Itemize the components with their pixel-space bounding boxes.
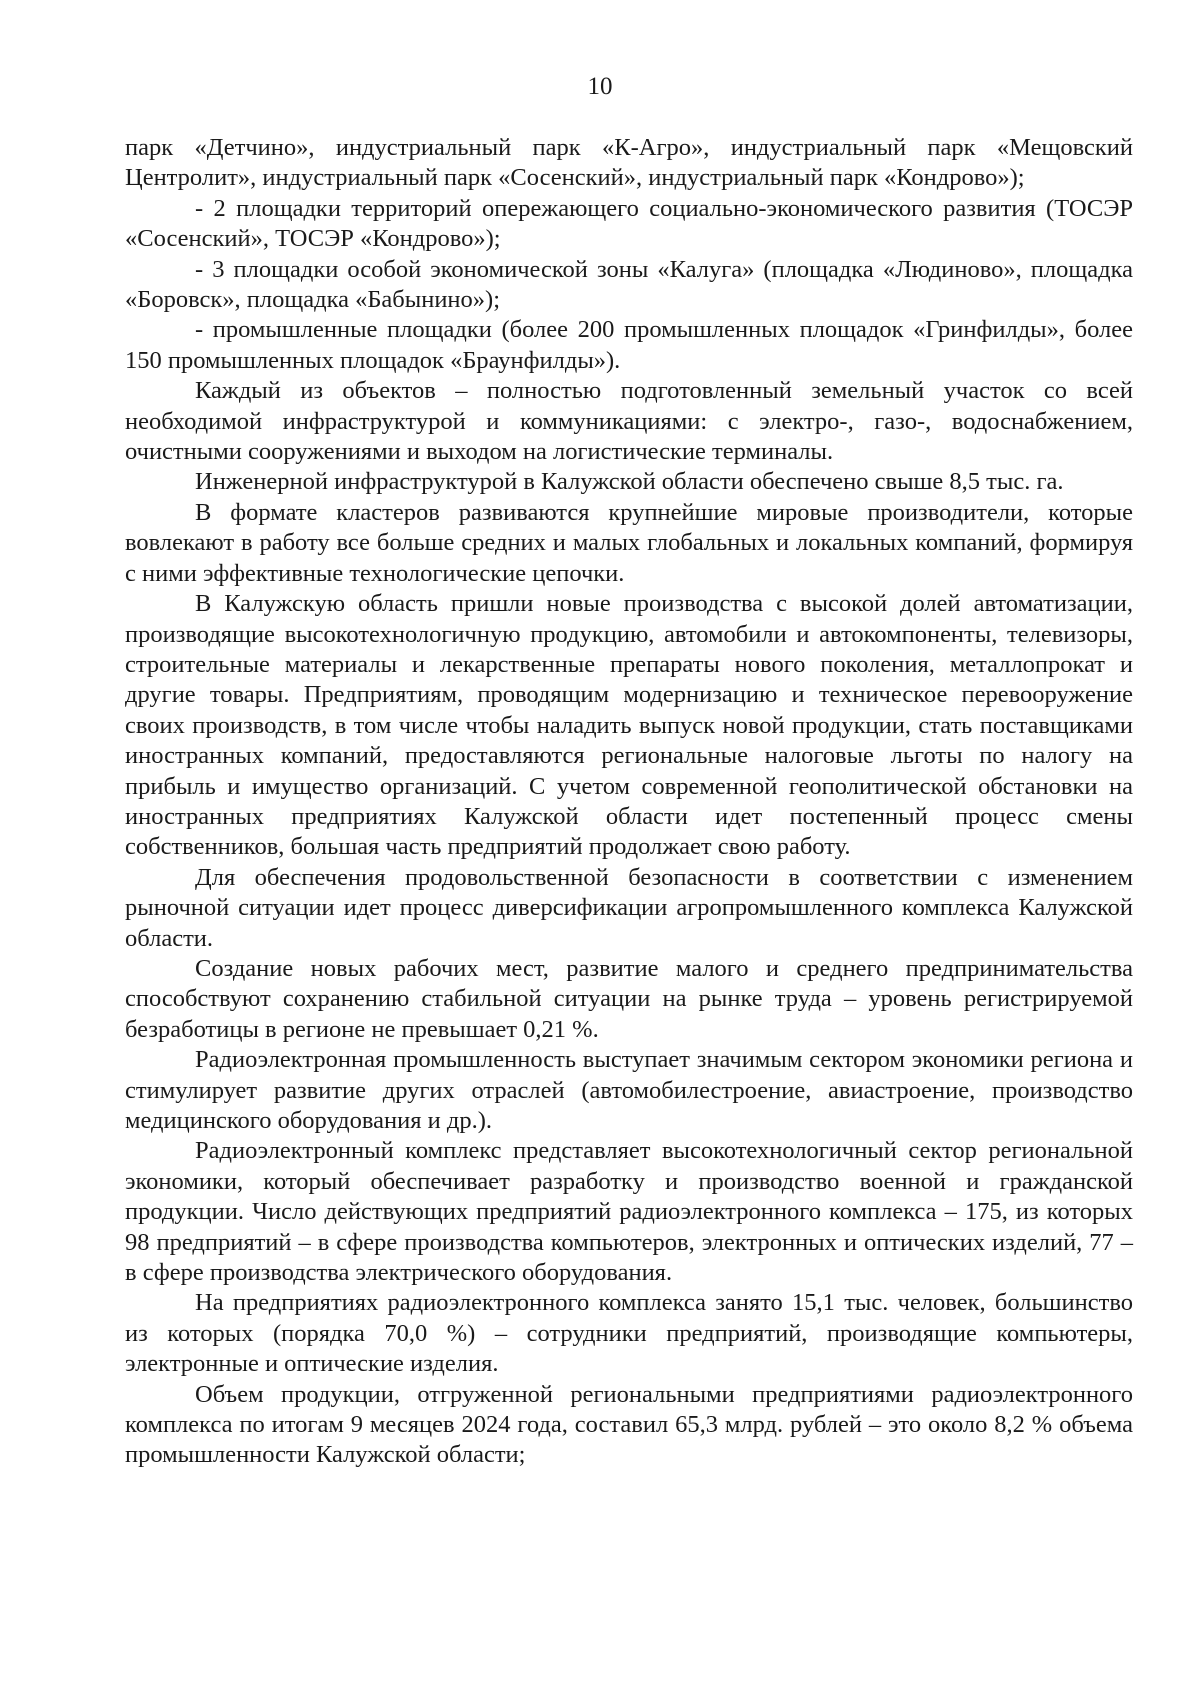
paragraph-new-production: В Калужскую область пришли новые производства с высокой долей автоматизации, производящие высокотехнологичную продукцию, автомобили и автокомпоненты, телевизоры, строительные материалы и лекарственные препараты нового поколения, металлопрокат и другие товары. Предприятиям, проводящим модернизацию и техническое перевооружение своих производств, в том числе чтобы наладить выпуск новой продукции, стать поставщиками иностранных компаний, предоставляются региональные налоговые льготы по налогу на прибыль и имущество организаций. С учетом современной геополитической обстановки на иностранных предприятиях Калужской области идет постепенный процесс смены собственников, большая часть предприятий продолжает свою работу. bbox=[125, 590, 1133, 861]
page-number: 10 bbox=[587, 73, 613, 100]
paragraph-tosr-sites: - 2 площадки территорий опережающего социально-экономического развития (ТОСЭР «Сосенский», ТОСЭР «Кондрово»); bbox=[125, 194, 1133, 253]
paragraph-radioelectronic-employees: На предприятиях радиоэлектронного комплекса занято 15,1 тыс. человек, большинство из которых (порядка 70,0 %) – сотрудники предприятий, производящие компьютеры, электронные и оптические изделия. bbox=[125, 1289, 1133, 1378]
paragraph-clusters: В формате кластеров развиваются крупнейшие мировые производители, которые вовлекают в работу все больше средних и малых глобальных и локальных компаний, формируя с ними эффективные технологические цепочки. bbox=[125, 498, 1133, 587]
paragraph-industrial-sites: - промышленные площадки (более 200 промышленных площадок «Гринфилды», более 150 промышленных площадок «Браунфилды»). bbox=[125, 316, 1133, 374]
paragraph-employment: Создание новых рабочих мест, развитие малого и среднего предпринимательства способствуют сохранению стабильной ситуации на рынке труда – уровень регистрируемой безработицы в регионе не превышает 0,21 %. bbox=[125, 954, 1133, 1043]
paragraph-land-plots: Каждый из объектов – полностью подготовленный земельный участок со всей необходимой инфраструктурой и коммуникациями: с электро-, газо-, водоснабжением, очистными сооружениями и выходом на логистические терминалы. bbox=[125, 377, 1133, 466]
paragraph-food-security: Для обеспечения продовольственной безопасности в соответствии с изменением рыночной ситуации идет процесс диверсификации агропромышленного комплекса Калужской области. bbox=[125, 863, 1133, 952]
paragraph-production-volume: Объем продукции, отгруженной региональными предприятиями радиоэлектронного комплекса по итогам 9 месяцев 2024 года, составил 65,3 млрд. рублей – это около 8,2 % объема промышленности Калужской области; bbox=[125, 1380, 1133, 1469]
paragraph-radioelectronic-industry: Радиоэлектронная промышленность выступает значимым сектором экономики региона и стимулирует развитие других отраслей (автомобилестроение, авиастроение, производство медицинского оборудования и др.). bbox=[125, 1046, 1133, 1134]
document-body bbox=[125, 133, 1133, 1471]
paragraph-engineering-infrastructure: Инженерной инфраструктурой в Калужской области обеспечено свыше 8,5 тыс. га. bbox=[195, 468, 1064, 496]
paragraph-radioelectronic-complex: Радиоэлектронный комплекс представляет высокотехнологичный сектор региональной экономики, который обеспечивает разработку и производство военной и гражданской продукции. Число действующих предприятий радиоэлектронного комплекса – 175, из которых 98 предприятий – в сфере производства компьютеров, электронных и оптических изделий, 77 – в сфере производства электрического оборудования. bbox=[125, 1137, 1133, 1287]
paragraph-industrial-parks-continued: парк «Детчино», индустриальный парк «К-Агро», индустриальный парк «Мещовский Центролит», индустриальный парк «Сосенский», индустриальный парк «Кондрово»); bbox=[125, 134, 1133, 192]
paragraph-sez-sites: - 3 площадки особой экономической зоны «Калуга» (площадка «Людиново», площадка «Боровск», площадка «Бабынино»); bbox=[125, 255, 1133, 314]
